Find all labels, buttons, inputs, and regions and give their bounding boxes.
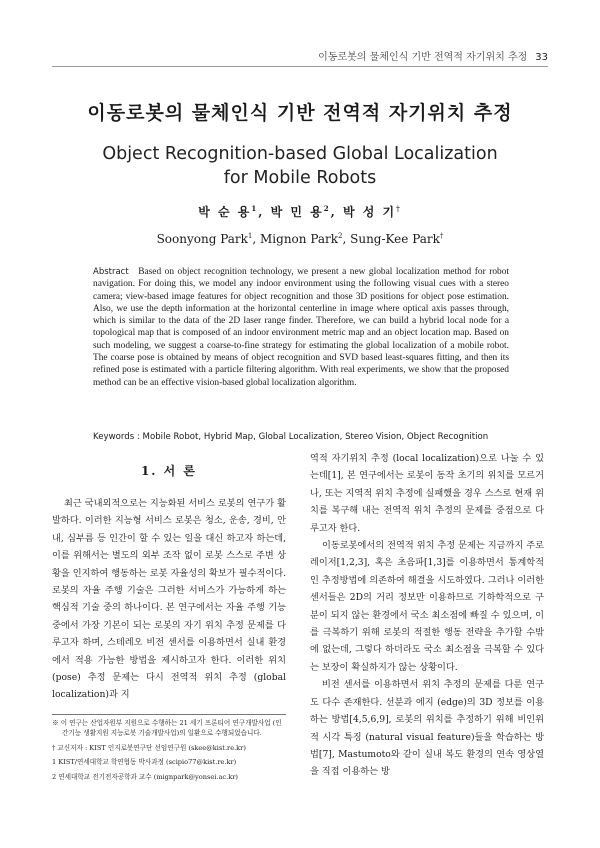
footnote-rule (52, 714, 286, 715)
keywords-text: : Mobile Robot, Hybrid Map, Global Localization, Stereo Vision, Object Recognition (136, 432, 489, 442)
english-title (0, 142, 600, 190)
abstract-text: Based on object recognition technology, we present a new global localization method for robot navigation. For doing this, we model any indoor environment using the following visual cues with a stereo camera; view-based image features for object recognition and those 3D positions for object pose estimation. Also, we use the depth information at the horizontal centerline in image where optical axis passes through, which is similar to the data of the 2D laser range finder. Therefore, we can build a hybrid local node for a topological map that is composed of an indoor environment metric map and an object location map. Based on such modeling, we suggest a coarse-to-fine strategy for estimating the global localization of a mobile robot. The coarse pose is obtained by means of object recognition and SVD based least-squares fitting, and then its refined pose is estimated with a particle filtering algorithm. With real experiments, we show that the proposed method can be an effective vision-based global localization algorithm. (93, 267, 510, 388)
left-column (52, 450, 286, 704)
header-rule (52, 66, 548, 67)
author-en-1-mark: 1 (247, 232, 253, 240)
footnote-funding: ※ 이 연구는 산업자원부 지원으로 수행하는 21 세기 프론티어 연구개발사업 (인간기능 생활지원 지능로봇 기술개발사업)의 일환으로 수행되었습니다. (52, 719, 282, 738)
intro-paragraph-3: 비전 센서를 이용하면서 위치 추정의 문제를 다룬 연구도 다수 존재한다. 선분과 에지 (edge)의 3D 정보를 이용하는 방법[4,5,6,9], 로봇의 위치를 추정하기 위해 비인위적 시각 특징 (natural visual feature)들을 학습하는 방법[7], Mastumoto와 같이 실내 복도 환경의 연속 영상열을 직접 이용하는 방 (310, 679, 544, 778)
footnotes (52, 718, 286, 786)
footnote-author-2: 2 연세대학교 전기전자공학과 교수 (mignpark@yonsei.ac.kr) (52, 772, 238, 781)
footnote-corresponding: † 교신저자 : KIST 인지로봇연구단 선임연구원 (skee@kist.re.kr) (52, 743, 246, 752)
page-number: 33 (535, 52, 548, 63)
running-head-title: 이동로봇의 물체인식 기반 전역적 자기위치 추정 (318, 52, 528, 63)
author-ko-3-mark: † (396, 204, 402, 213)
korean-authors: 박 순 용$^1$, 박 민 용$^2$, 박 성 기† (198, 204, 402, 219)
abstract-label: Abstract (93, 267, 129, 277)
author-ko-2-mark: 2 (323, 204, 331, 213)
author-ko-1-mark: 1 (251, 204, 259, 213)
footnote-author-1: 1 KIST/연세대학교 학연협동 박사과정 (scipio77@kist.re.kr) (52, 758, 237, 767)
intro-paragraph-1: 최근 국내외적으로는 지능화된 서비스 로봇의 연구가 활발하다. 이러한 지능형 서비스 로봇은 청소, 운송, 경비, 안내, 심부름 등 인간이 할 수 있는 일을 대신 하고자 하는데, 이를 위해서는 별도의 외부 조작 없이 로봇 스스로 주변 상황을 인지하여 행동하는 로봇 자율성의 확보가 필수적이다. 로봇의 자율 주행 기술은 그러한 서비스가 가능하게 하는 핵심적 기술 중의 하나이다. 본 연구에서는 자율 주행 기능 중에서 가장 기본이 되는 로봇의 자기 위치 추정 문제를 다루고자 하며, 스테레오 비전 센서를 이용하면서 실내 환경에서 적용 가능한 방법을 제시하고자 한다. 이러한 위치 (pose) 추정 문제는 다시 전역적 위치 추정 (global localization)과 지 (52, 498, 286, 701)
keywords-label: Keywords (93, 432, 135, 442)
abstract (93, 266, 509, 389)
korean-title: 이동로봇의 물체인식 기반 전역적 자기위치 추정 (87, 102, 513, 124)
author-ko-3: 박 성 기 (342, 205, 397, 219)
running-head (318, 48, 548, 63)
author-en-3: Sung-Kee Park (350, 232, 440, 246)
author-ko-1: 박 순 용 (198, 205, 252, 219)
intro-paragraph-1-continued: 역적 자기위치 추정 (local localization)으로 나눌 수 있는데[1], 본 연구에서는 로봇이 동작 초기의 위치를 모르거나, 또는 지역적 위치 추정에 실패했을 경우 스스로 현재 위치를 복구해 내는 전역적 위치 추정의 문제를 중점으로 다루고자 한다. (310, 453, 544, 534)
english-title-line-1: Object Recognition-based Global Localization (102, 144, 498, 164)
right-column (310, 450, 544, 781)
author-en-2-mark: 2 (338, 232, 343, 240)
english-title-line-2: for Mobile Robots (223, 168, 377, 188)
author-en-3-mark: † (439, 232, 444, 240)
author-en-1: Soonyong Park (156, 232, 248, 246)
keywords (93, 432, 509, 442)
intro-paragraph-2: 이동로봇에서의 전역적 위치 추정 문제는 지금까지 주로 레이저[1,2,3], 혹은 초음파[1,3]를 이용하면서 통계학적인 추정방법에 의존하여 해결을 시도하였다. 그러나 이러한 센서들은 2D의 거리 정보만 이용하므로 기하학적으로 구분이 되지 않는 환경에서 국소 최소점에 빠질 수 있으며, 이를 극복하기 위해 로봇의 적절한 행동 전략을 추가할 수밖에 없는데, 그렇다 하더라도 국소 최소점을 극복할 수 있다는 보장이 확실하지가 않는 상황이다. (310, 540, 544, 673)
section-heading: 1. 서 론 (140, 464, 198, 478)
author-en-2: Mignon Park (260, 232, 339, 246)
author-ko-2: 박 민 용 (270, 205, 324, 219)
english-authors: Soonyong Park$^1$, Mignon Park$^2$, Sung-Kee Park† (156, 232, 444, 246)
